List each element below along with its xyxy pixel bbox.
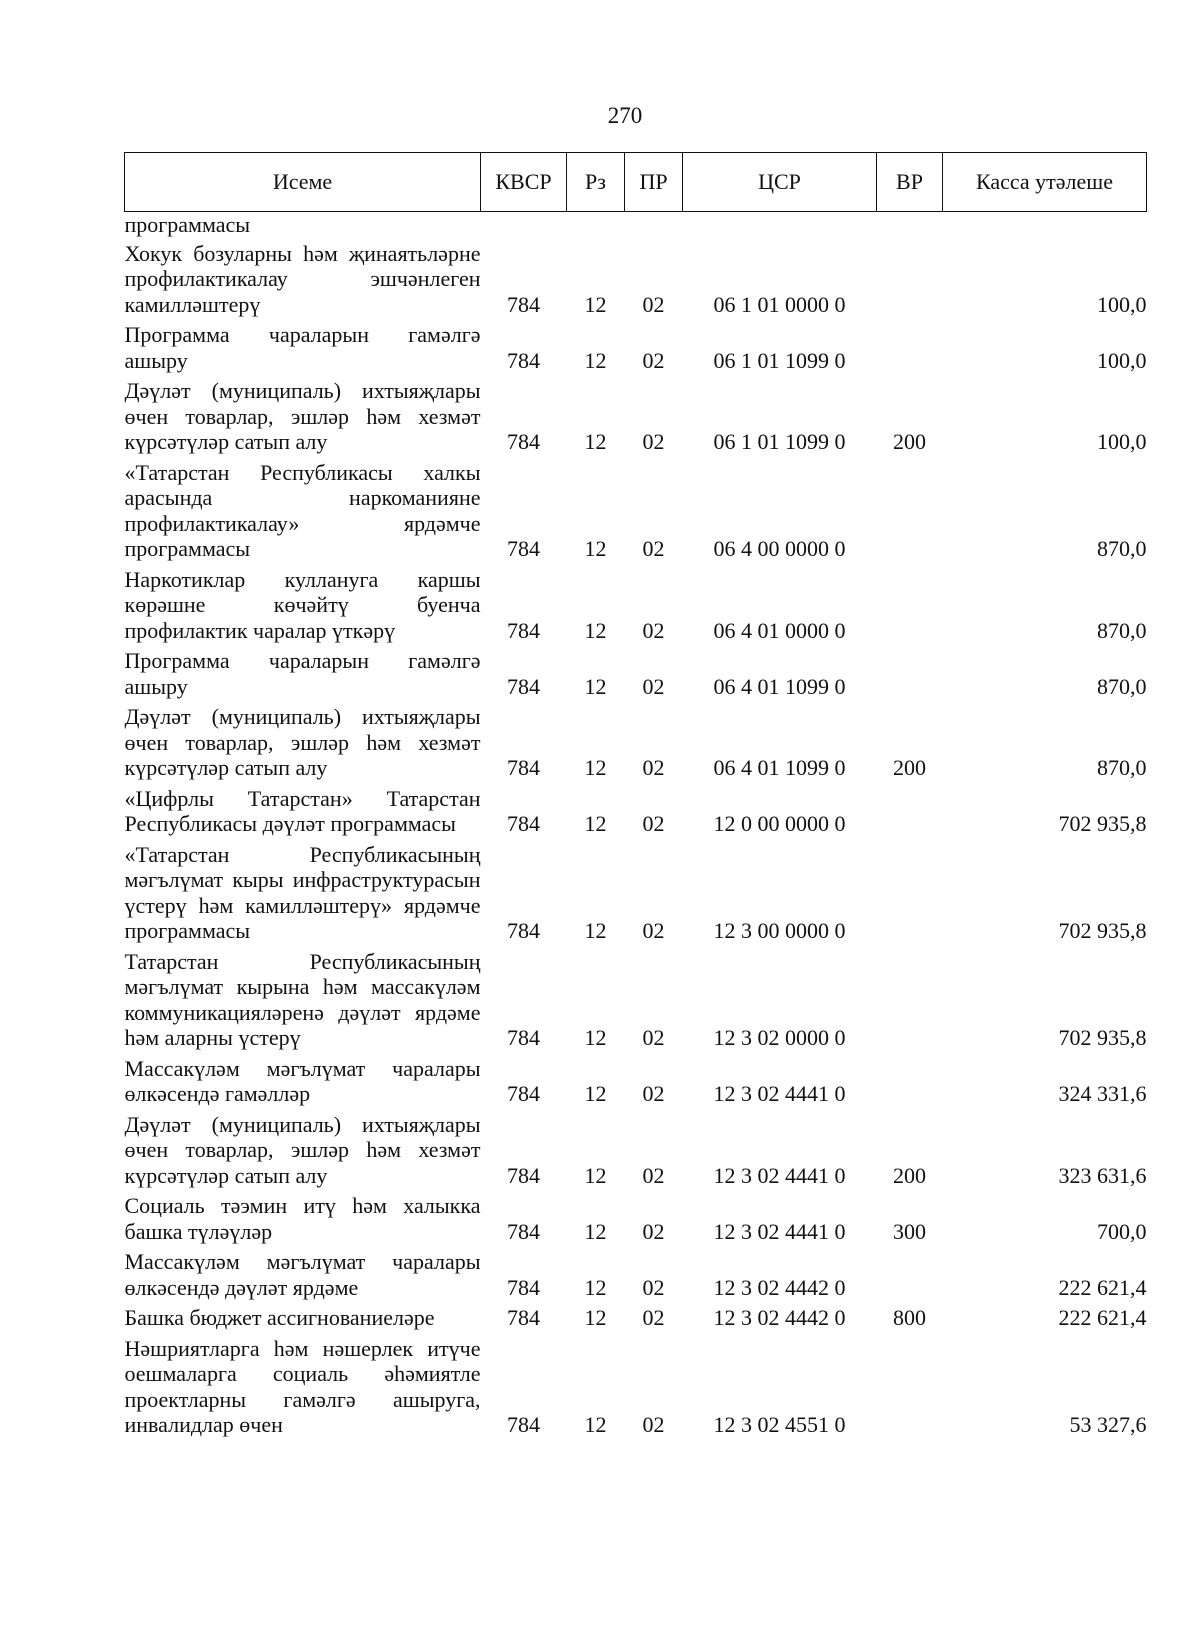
row-amount: 702 935,8 <box>1058 811 1147 836</box>
table-row <box>125 375 1147 457</box>
table-row <box>125 839 1147 946</box>
row-rz: 12 <box>584 536 607 561</box>
row-name: «Цифрлы Татарстан» Татарстан Республикасы дәүләт программасы <box>124 785 481 836</box>
row-rz: 12 <box>584 1081 607 1106</box>
row-name: Дәүләт (муниципаль) ихтыяҗлары өчен товарлар, эшләр һәм хезмәт күрсәтүләр сатып алу <box>124 378 481 454</box>
row-kvsr: 784 <box>507 918 540 943</box>
row-name: Социаль тәэмин итү һәм халыкка башка түләүләр <box>124 1193 481 1244</box>
row-amount: 100,0 <box>1097 291 1147 317</box>
row-pr: 02 <box>642 1081 665 1106</box>
row-rz: 12 <box>584 1412 607 1437</box>
row-csr: 06 4 01 1099 0 <box>713 755 846 780</box>
row-vr: 300 <box>893 1218 926 1244</box>
table-row <box>125 783 1147 839</box>
row-amount: 700,0 <box>1097 1218 1147 1244</box>
row-rz: 12 <box>584 811 607 836</box>
row-kvsr: 784 <box>507 1162 540 1188</box>
row-amount: 870,0 <box>1097 673 1147 699</box>
row-vr <box>877 564 943 646</box>
row-kvsr: 784 <box>507 429 540 454</box>
row-csr: 12 3 02 4441 0 <box>713 1081 846 1106</box>
row-vr: 200 <box>893 1162 926 1188</box>
table-row <box>125 1246 1147 1302</box>
row-pr: 02 <box>642 429 665 454</box>
row-amount: 870,0 <box>1097 536 1147 561</box>
row-csr: 12 3 02 4442 0 <box>713 1305 846 1330</box>
row-amount: 702 935,8 <box>1058 1025 1147 1050</box>
row-rz: 12 <box>584 755 607 780</box>
row-amount: 323 631,6 <box>1058 1162 1147 1188</box>
row-name: Татарстан Республикасының мәгълүмат кырына һәм массакүләм коммуникацияләренә дәүләт ярдәме һәм аларны үстерү <box>124 948 481 1050</box>
row-kvsr: 784 <box>507 1305 540 1330</box>
table-row <box>125 701 1147 783</box>
header-kvsr: КВСР <box>481 153 567 212</box>
row-name: Наркотиклар куллануга каршы көрәшне көчәйтү буенча профилактик чаралар үткәрү <box>124 566 481 643</box>
row-rz: 12 <box>584 1274 607 1300</box>
row-rz: 12 <box>584 429 607 454</box>
row-rz: 12 <box>584 291 607 317</box>
row-pr: 02 <box>642 918 665 943</box>
header-amount: Касса утәлеше <box>943 153 1147 212</box>
row-amount: 702 935,8 <box>1058 918 1147 943</box>
row-kvsr: 784 <box>507 291 540 317</box>
table-row <box>125 1053 1147 1109</box>
row-csr: 06 1 01 0000 0 <box>713 291 846 317</box>
row-pr: 02 <box>642 291 665 317</box>
row-pr: 02 <box>642 1274 665 1300</box>
carryover-text: программасы <box>124 212 251 237</box>
table-row <box>125 1109 1147 1191</box>
row-pr: 02 <box>642 617 665 643</box>
row-amount: 222 621,4 <box>1058 1305 1147 1330</box>
row-rz: 12 <box>584 1218 607 1244</box>
row-rz: 12 <box>584 1025 607 1050</box>
row-kvsr: 784 <box>507 1081 540 1106</box>
row-kvsr: 784 <box>507 1412 540 1437</box>
row-rz: 12 <box>584 1162 607 1188</box>
row-kvsr: 784 <box>507 755 540 780</box>
row-name: Башка бюджет ассигнованиеләре <box>124 1305 435 1330</box>
row-pr: 02 <box>642 673 665 699</box>
row-csr: 12 3 00 0000 0 <box>713 918 846 943</box>
row-amount: 324 331,6 <box>1058 1081 1147 1106</box>
row-name: Массакүләм мәгълүмат чаралары өлкәсендә гамәлләр <box>124 1055 481 1106</box>
row-rz: 12 <box>584 918 607 943</box>
row-vr <box>877 1333 943 1440</box>
row-kvsr: 784 <box>507 673 540 699</box>
row-name: Программа чараларын гамәлгә ашыру <box>124 648 481 699</box>
row-vr <box>877 319 943 375</box>
row-name: «Татарстан Республикасының мәгълүмат кыры инфраструктурасын үстерү һәм камилләштерү» ярдәмче программасы <box>124 841 481 943</box>
row-rz: 12 <box>584 673 607 699</box>
row-vr: 200 <box>893 429 926 454</box>
row-amount: 100,0 <box>1097 429 1147 454</box>
row-kvsr: 784 <box>507 1274 540 1300</box>
row-name: «Татарстан Республикасы халкы арасында наркоманияне профилактикалау» ярдәмче программасы <box>124 459 481 561</box>
row-amount: 53 327,6 <box>1069 1412 1147 1437</box>
row-vr <box>877 1246 943 1302</box>
row-vr <box>877 946 943 1053</box>
row-pr: 02 <box>642 1218 665 1244</box>
header-name: Исеме <box>125 153 481 212</box>
row-kvsr: 784 <box>507 1025 540 1050</box>
table-row <box>125 1302 1147 1333</box>
header-vr: ВР <box>877 153 943 212</box>
row-vr <box>877 645 943 701</box>
table-row <box>125 946 1147 1053</box>
row-vr: 200 <box>893 755 926 780</box>
row-kvsr: 784 <box>507 1218 540 1244</box>
header-pr: ПР <box>625 153 683 212</box>
table-row <box>125 564 1147 646</box>
row-csr: 06 4 00 0000 0 <box>713 536 846 561</box>
row-pr: 02 <box>642 1305 665 1330</box>
row-csr: 06 1 01 1099 0 <box>713 347 846 373</box>
row-kvsr: 784 <box>507 347 540 373</box>
table-row <box>125 457 1147 564</box>
row-name: Дәүләт (муниципаль) ихтыяҗлары өчен товарлар, эшләр һәм хезмәт күрсәтүләр сатып алу <box>124 704 481 780</box>
carryover-row <box>125 212 1147 238</box>
header-csr: ЦСР <box>683 153 877 212</box>
row-csr: 12 3 02 4441 0 <box>713 1218 846 1244</box>
budget-table <box>124 152 1147 1440</box>
row-kvsr: 784 <box>507 811 540 836</box>
row-amount: 870,0 <box>1097 617 1147 643</box>
row-pr: 02 <box>642 811 665 836</box>
row-csr: 12 3 02 0000 0 <box>713 1025 846 1050</box>
row-vr <box>877 783 943 839</box>
row-csr: 12 3 02 4442 0 <box>713 1274 846 1300</box>
row-vr <box>877 238 943 320</box>
row-rz: 12 <box>584 347 607 373</box>
row-vr <box>877 1053 943 1109</box>
row-name: Нәшриятларга һәм нәшерлек итүче оешмаларга социаль әһәмиятле проектларны гамәлгә ашыруга, инвалидлар өчен <box>124 1335 481 1437</box>
row-kvsr: 784 <box>507 617 540 643</box>
row-pr: 02 <box>642 755 665 780</box>
table-header <box>125 153 1147 212</box>
table-row <box>125 1190 1147 1246</box>
row-vr <box>877 839 943 946</box>
table-row <box>125 645 1147 701</box>
row-amount: 870,0 <box>1097 755 1147 780</box>
row-pr: 02 <box>642 1162 665 1188</box>
row-name: Программа чараларын гамәлгә ашыру <box>124 322 481 373</box>
row-csr: 12 0 00 0000 0 <box>713 811 846 836</box>
row-pr: 02 <box>642 1412 665 1437</box>
row-pr: 02 <box>642 536 665 561</box>
row-csr: 12 3 02 4441 0 <box>713 1162 846 1188</box>
row-name: Массакүләм мәгълүмат чаралары өлкәсендә дәүләт ярдәме <box>124 1249 481 1300</box>
row-kvsr: 784 <box>507 536 540 561</box>
row-name: Дәүләт (муниципаль) ихтыяҗлары өчен товарлар, эшләр һәм хезмәт күрсәтүләр сатып алу <box>124 1111 481 1188</box>
row-pr: 02 <box>642 1025 665 1050</box>
row-csr: 12 3 02 4551 0 <box>713 1412 846 1437</box>
table-row <box>125 1333 1147 1440</box>
row-csr: 06 4 01 1099 0 <box>713 673 846 699</box>
row-rz: 12 <box>584 1305 607 1330</box>
row-rz: 12 <box>584 617 607 643</box>
page-number: 270 <box>607 103 643 128</box>
header-rz: Рз <box>567 153 625 212</box>
row-csr: 06 4 01 0000 0 <box>713 617 846 643</box>
row-pr: 02 <box>642 347 665 373</box>
table-row <box>125 319 1147 375</box>
row-amount: 222 621,4 <box>1058 1274 1147 1300</box>
row-amount: 100,0 <box>1097 347 1147 373</box>
row-vr <box>877 457 943 564</box>
row-name: Хокук бозуларны һәм җинаятьләрне профилактикалау эшчәнлеген камилләштерү <box>124 240 481 317</box>
table-row <box>125 238 1147 320</box>
row-vr: 800 <box>893 1305 926 1330</box>
row-csr: 06 1 01 1099 0 <box>713 429 846 454</box>
